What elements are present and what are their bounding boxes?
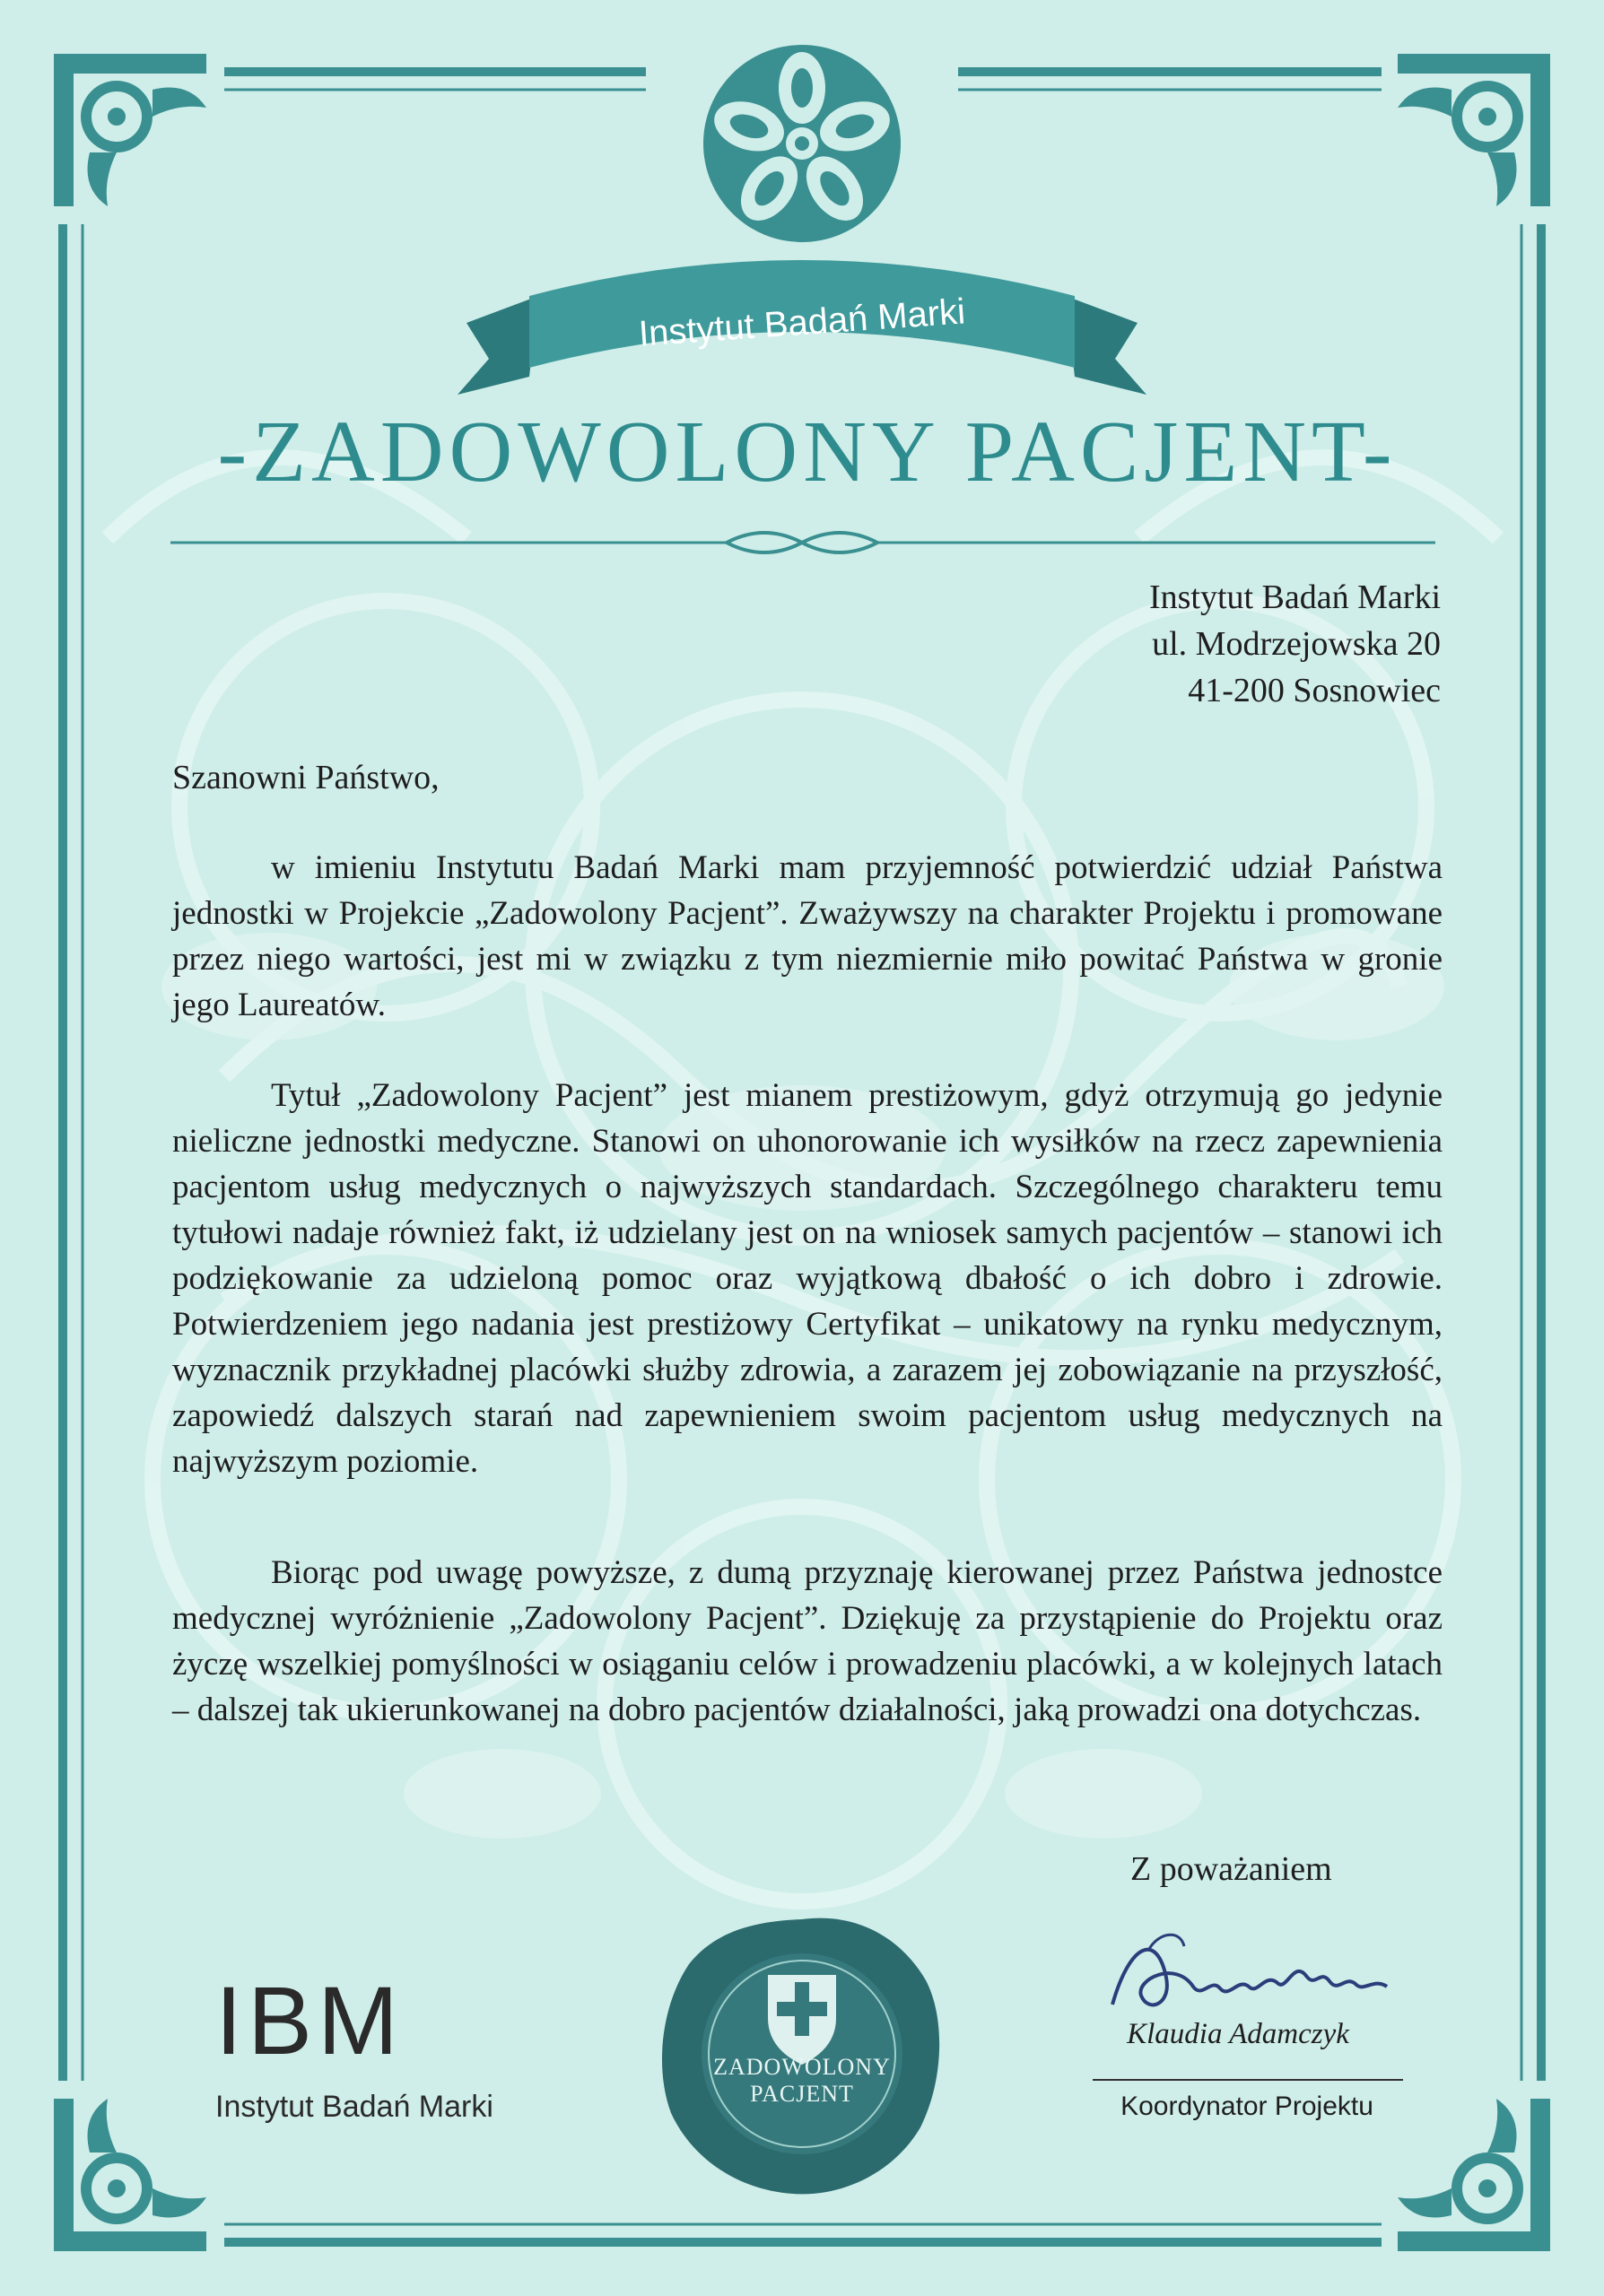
- signer-role: Koordynator Projektu: [1120, 2092, 1373, 2121]
- salutation: Szanowni Państwo,: [172, 759, 440, 796]
- sender-address: [1149, 574, 1441, 714]
- address-line-3: 41-200 Sosnowiec: [1188, 672, 1441, 709]
- ibm-logo-subtitle: Instytut Badań Marki: [215, 2090, 493, 2124]
- seal-text-line-1: ZADOWOLONY: [713, 2054, 891, 2080]
- certificate-title: -ZADOWOLONY PACJENT-: [217, 404, 1398, 500]
- paragraph-2: Tytuł „Zadowolony Pacjent” jest mianem prestiżowym, gdyż otrzymują go jedynie nieliczne jednostki medyczne. Stanowi on uhonorowanie ich wysiłków na rzecz zapewnienia pacjentom usług medycznych o najwyższych standardach. Szczególnego charakteru temu tytułowi nadaje również fakt, iż udzielany jest on na wniosek samych pacjentów – stanowi ich podziękowanie za udzieloną pomoc oraz wyjątkową dbałość o ich dobro i zdrowie. Potwierdzeniem jego nadania jest prestiżowy Certyfikat – unikatowy na rynku medycznym, wyznacznik przykładnej placówki służby zdrowia, a zarazem jej zobowiązanie na przyszłość, zapowiedź dalszych starań nad zapewnieniem swoim pacjentom usług medycznych na najwyższym poziomie.: [172, 1077, 1443, 1480]
- seal-text-line-2: PACJENT: [750, 2081, 854, 2107]
- signature-line: [1093, 2079, 1403, 2081]
- address-line-1: Instytut Badań Marki: [1148, 578, 1441, 616]
- address-line-2: ul. Modrzejowska 20: [1152, 625, 1441, 663]
- signer-name: Klaudia Adamczyk: [1127, 2018, 1349, 2050]
- handwritten-signature: [1094, 1924, 1399, 2031]
- paragraph-3: Biorąc pod uwagę powyższe, z dumą przyznaję kierowanej przez Państwa jednostce medycznej wyróżnienie „Zadowolony Pacjent”. Dziękuję za przystąpienie do Projektu oraz życzę wszelkiej pomyślności w osiąganiu celów i prowadzeniu placówki, a w kolejnych latach – dalszej tak ukierunkowanej na dobro pacjentów działalności, jaką prowadzi ona dotychczas.: [172, 1554, 1443, 1728]
- ibm-logo: IBM: [215, 1966, 405, 2074]
- closing: Z poważaniem: [1130, 1850, 1332, 1888]
- ribbon-text: Instytut Badań Marki: [637, 291, 967, 354]
- title-divider: [170, 533, 1435, 552]
- flower-emblem-icon: [703, 45, 901, 242]
- paragraph-1: w imieniu Instytutu Badań Marki mam przyjemność potwierdzić udział Państwa jednostki w Projekcie „Zadowolony Pacjent”. Zważywszy na charakter Projektu i promowane przez niego wartości, jest mi w związku z tym niezmiernie miło powitać Państwa w gronie jego Laureatów.: [172, 849, 1443, 1023]
